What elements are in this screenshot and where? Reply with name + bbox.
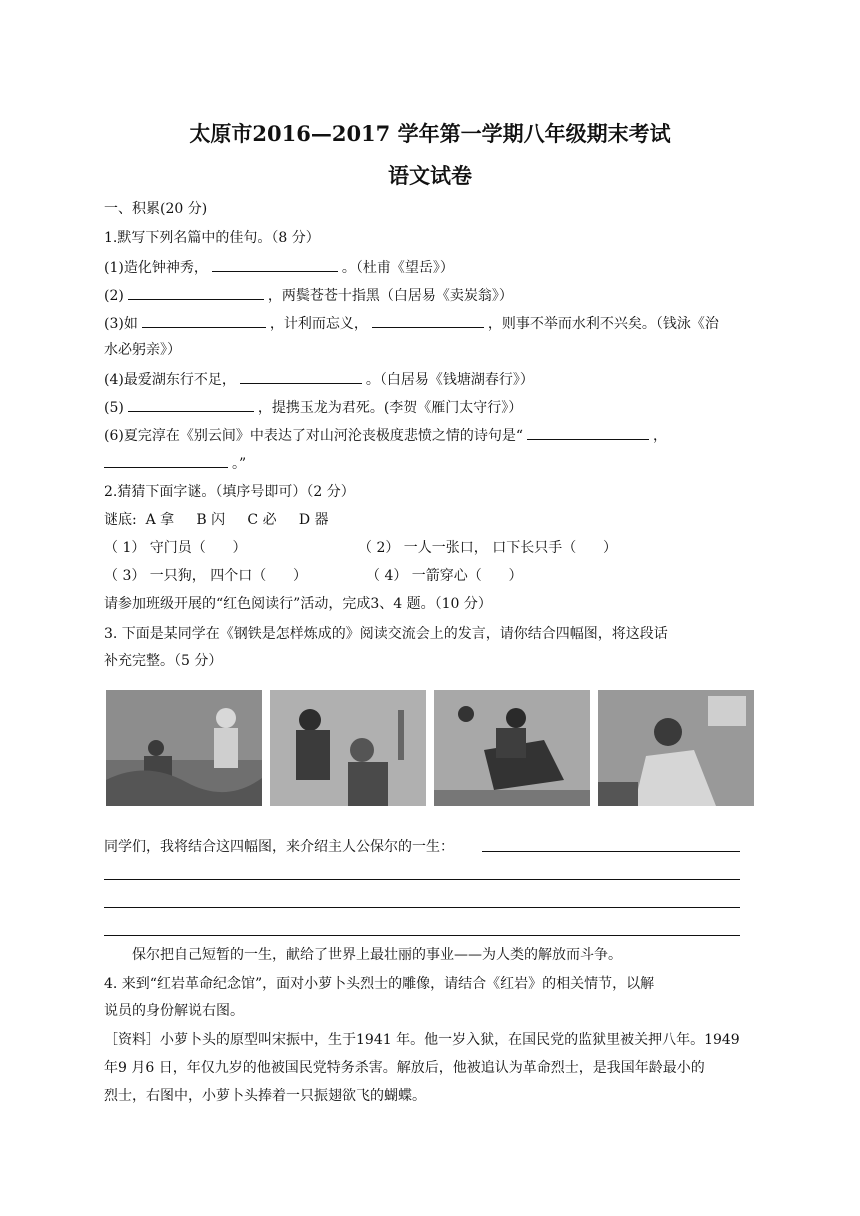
q1-item-6: (6)夏完淳在《别云间》中表达了对山河沦丧极度悲愤之情的诗句是“ ， [104,425,667,445]
answer-line[interactable] [482,851,740,852]
answer-blank[interactable] [240,369,362,384]
question-3-intro: 同学们，我将结合这四幅图，来介绍主人公保尔的一生： [104,839,454,855]
section-heading: 一、积累(20 分) [104,201,208,217]
illustration-scene-4 [598,690,754,806]
illustration-scene-2 [270,690,426,806]
question-1-prompt: 1.默写下列名篇中的佳句。（8 分） [104,230,320,246]
riddle-1: （ 1） 守门员（ ） [104,540,247,556]
question-4-line1: 4. 来到“红岩革命纪念馆”，面对小萝卜头烈士的雕像，请结合《红岩》的相关情节，以解 [104,976,655,992]
riddle-3: （ 3） 一只狗， 四个口（ ） [104,568,307,584]
answer-blank[interactable] [372,313,484,328]
answer-line[interactable] [104,879,740,880]
reference-text-3: 烈士，右图中，小萝卜头捧着一只振翅欲飞的蝴蝶。 [104,1088,426,1104]
answer-blank[interactable] [104,453,228,468]
question-3-closing: 保尔把自己短暂的一生，献给了世界上最壮丽的事业——为人类的解放而斗争。 [132,947,622,963]
question-3-line1: 3. 下面是某同学在《钢铁是怎样炼成的》阅读交流会上的发言，请你结合四幅图，将这段话 [104,626,668,642]
answer-blank[interactable] [128,397,254,412]
answer-blank[interactable] [527,425,649,440]
riddle-options: 谜底: A 拿 B 闪 C 必 D 器 [104,512,329,528]
q1-item-2: (2) ，两鬓苍苍十指黑（白居易《卖炭翁》） [104,285,513,305]
q1-item-5: (5) ，提携玉龙为君死。(李贺《雁门太守行》） [104,397,522,417]
riddle-2: （ 2） 一人一张口， 口下长只手（ ） [358,540,617,556]
answer-blank[interactable] [128,285,264,300]
q1-item-6-cont: 。” [104,453,246,473]
page-title: 太原市2016—2017 学年第一学期八年级期末考试 [189,121,671,146]
page-subtitle: 语文试卷 [388,163,472,188]
illustration-scene-3 [434,690,590,806]
question-3-line2: 补充完整。（5 分） [104,653,223,669]
answer-line[interactable] [104,935,740,936]
illustration-scene-1 [106,690,262,806]
reference-text-1: ［资料］小萝卜头的原型叫宋振中，生于1941 年。他一岁入狱，在国民党的监狱里被关押八年。1949 [104,1032,740,1048]
q1-item-3: (3)如 ，计利而忘义， ，则事不举而水利不兴矣。（钱泳《治 [104,313,719,333]
question-2-prompt: 2.猜猜下面字谜。（填序号即可）（2 分） [104,484,355,500]
q1-item-3-cont: 水必躬亲》） [104,342,181,358]
reference-text-2: 年9 月6 日，年仅九岁的他被国民党特务杀害。解放后，他被追认为革命烈士，是我国年龄最小的 [104,1060,705,1076]
answer-blank[interactable] [212,257,338,272]
q1-item-1: (1)造化钟神秀， 。（杜甫《望岳》） [104,257,454,277]
answer-blank[interactable] [142,313,266,328]
question-4-line2: 说员的身份解说右图。 [104,1003,244,1019]
riddle-4: （ 4） 一箭穿心（ ） [366,568,523,584]
q1-item-4: (4)最爱湖东行不足， 。（白居易《钱塘湖春行》） [104,369,534,389]
answer-line[interactable] [104,907,740,908]
illustration-strip [100,686,760,816]
activity-instruction: 请参加班级开展的“红色阅读行”活动，完成3、4 题。（10 分） [104,596,492,612]
